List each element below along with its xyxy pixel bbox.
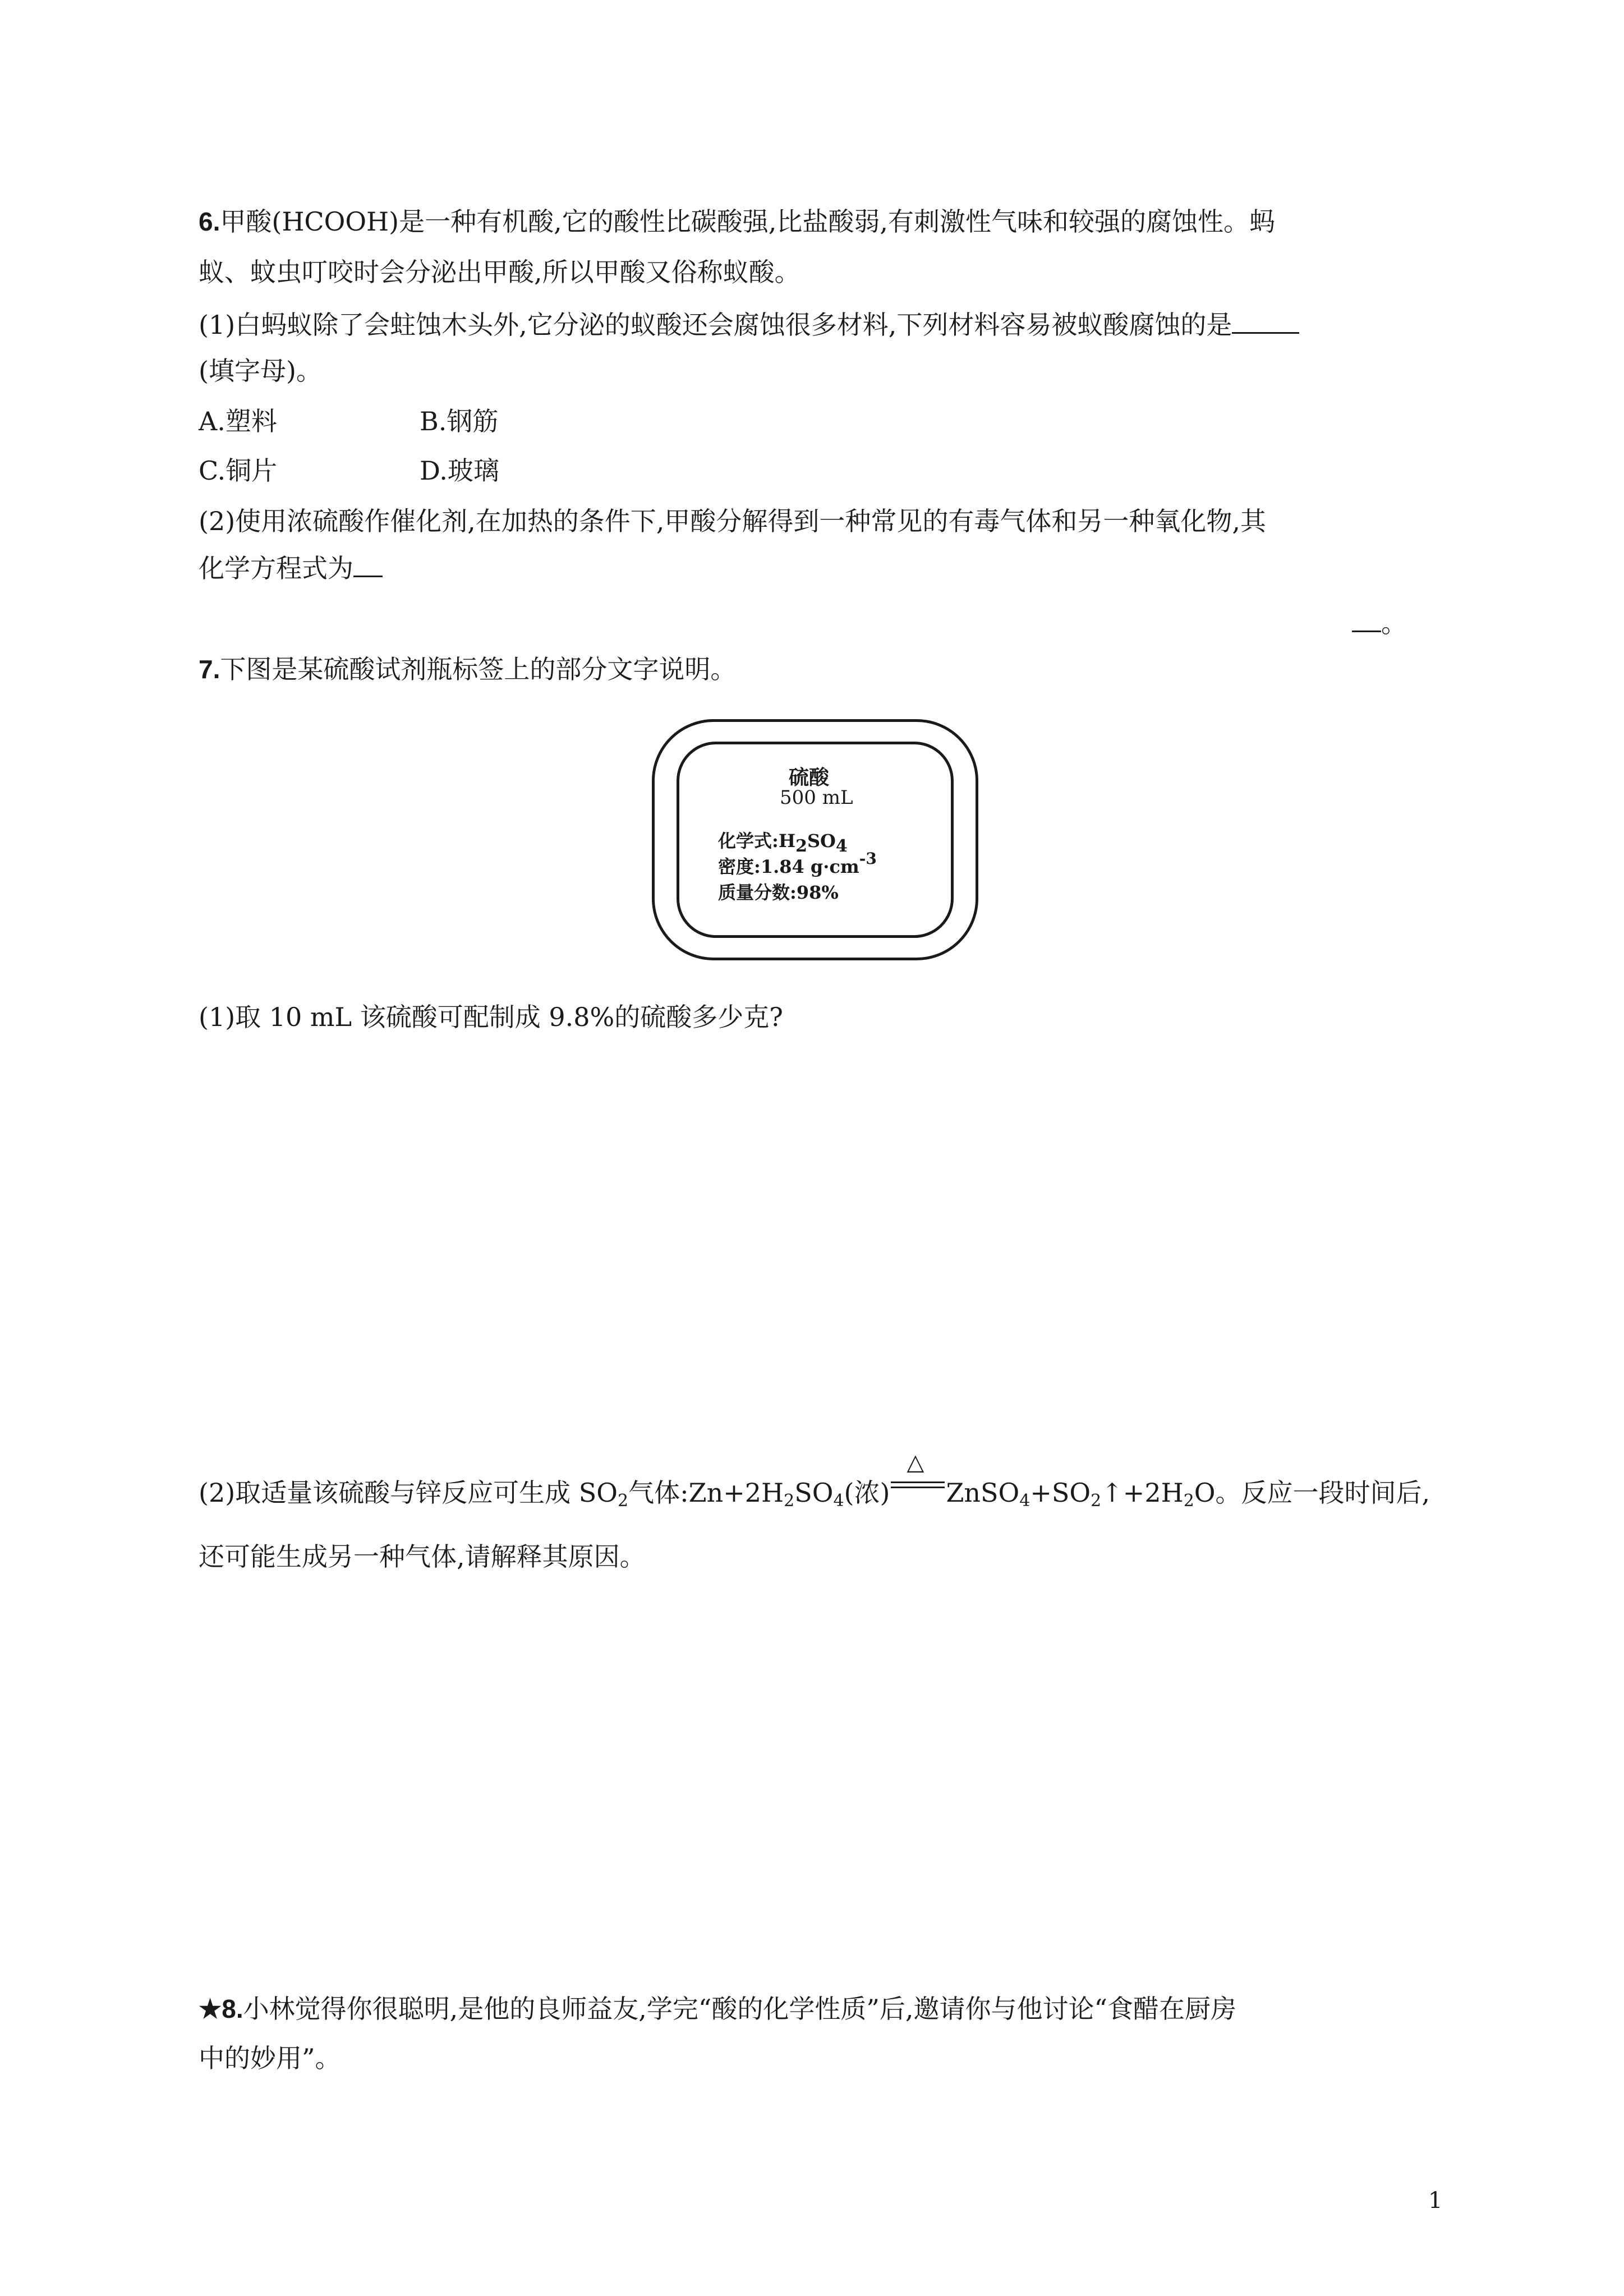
q7-part2-line2: 还可能生成另一种气体,请解释其原因。 (199, 1542, 646, 1572)
q7-number: 7. (199, 655, 220, 684)
q7-part2-line1: (2)取适量该硫酸与锌反应可生成 $SO_2$气体$:Zn+2H_2SO_4$(浓) △ $ZnSO_4+SO_2↑+2H_2O$。反应一段时间后, (199, 1450, 1430, 1511)
q6-part2-line1: (2)使用浓硫酸作催化剂,在加热的条件下,甲酸分解得到一种常见的有毒气体和另一种氧化物,其 (199, 506, 1267, 536)
q8-line2: 中的妙用”。 (199, 2043, 341, 2073)
q6-line1 (199, 204, 1275, 239)
q6-option-c: C.铜片 (199, 455, 278, 486)
q6-part1-line1 (199, 307, 1299, 342)
equation-blank-end[interactable] (1352, 608, 1381, 632)
heating-equals-sign (890, 1450, 946, 1502)
equation-blank-start[interactable] (353, 553, 383, 577)
q8-number: ★8. (199, 1994, 243, 2023)
q7-intro (199, 652, 736, 687)
q6-part2-period: 。 (1381, 608, 1407, 638)
label-mass-fraction: 质量分数:98% (718, 882, 839, 903)
q6-number: 6. (199, 207, 220, 236)
q8-line1 (199, 1991, 1236, 2026)
q6-part1-text: (1)白蚂蚁除了会蛀蚀木头外,它分泌的蚁酸还会腐蚀很多材料,下列材料容易被蚁酸腐蚀的是 (199, 310, 1232, 340)
page-number: 1 (1428, 2188, 1443, 2214)
q6-part2-line2 (199, 551, 383, 586)
delta-icon: △ (907, 1450, 924, 1475)
q6-option-b: B.钢筋 (420, 406, 499, 436)
q6-part2-end (1352, 606, 1407, 641)
label-formula: 化学式$:H_2SO_4$ (718, 830, 848, 856)
q6-option-a: A.塑料 (199, 406, 277, 436)
q8-text-line1: 小林觉得你很聪明,是他的良师益友,学完“酸的化学性质”后,邀请你与他讨论“食醋在厨房 (243, 1994, 1237, 2024)
label-density: 密度:1.84 $g\cdot cm^{-3}$ (718, 849, 877, 877)
q6-stem-line1: 甲酸(HCOOH)是一种有机酸,它的酸性比碳酸强,比盐酸弱,有刺激性气味和较强的腐蚀性。蚂 (220, 206, 1275, 237)
q6-option-d: D.玻璃 (420, 455, 499, 486)
q6-line2: 蚁、蚊虫叮咬时会分泌出甲酸,所以甲酸又俗称蚁酸。 (199, 257, 801, 287)
q6-part2-text: 化学方程式为 (199, 553, 353, 583)
q7-intro-text: 下图是某硫酸试剂瓶标签上的部分文字说明。 (220, 654, 737, 684)
answer-blank[interactable] (1232, 310, 1299, 334)
label-volume: 500 mL (780, 786, 853, 809)
q6-part1-line2: (填字母)。 (199, 356, 322, 386)
q7-part1: (1)取 10 mL 该硫酸可配制成 9.8%的硫酸多少克? (199, 1002, 783, 1032)
label-name: 硫酸 (789, 766, 830, 789)
